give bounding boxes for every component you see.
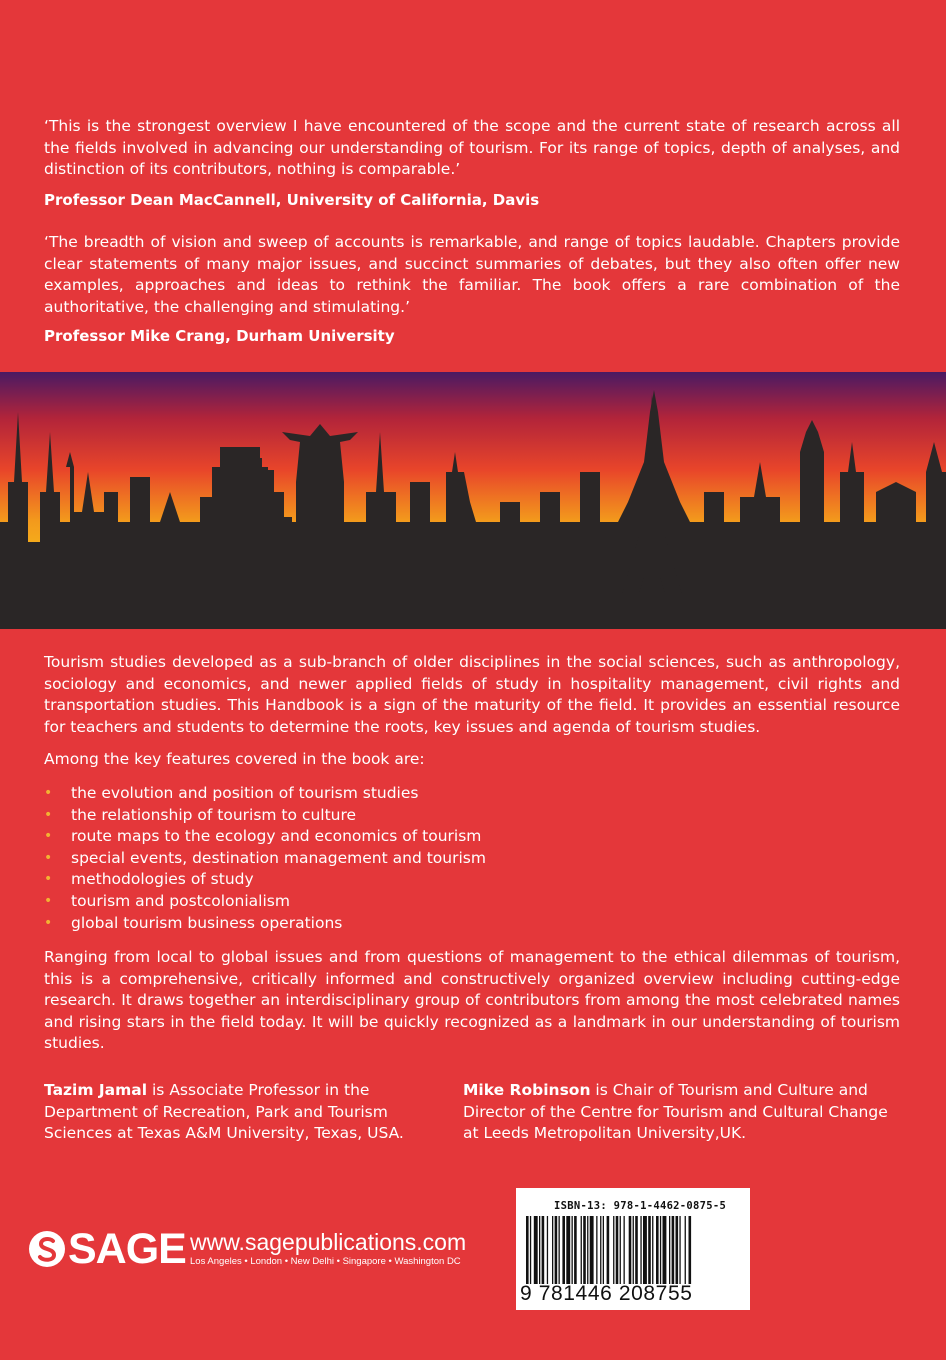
feature-item	[44, 848, 486, 870]
barcode-bar	[640, 1216, 641, 1284]
barcode-bar	[539, 1216, 540, 1284]
feature-text: the relationship of tourism to culture	[71, 805, 357, 824]
publisher-cities: Los Angeles • London • New Delhi • Singapore • Washington DC	[190, 1256, 461, 1267]
author-name: Mike Robinson	[463, 1081, 591, 1099]
barcode-bar	[633, 1216, 634, 1284]
barcode-bar	[624, 1216, 625, 1284]
feature-item	[44, 913, 486, 935]
quote-2-text: ‘The breadth of vision and sweep of accounts is remarkable, and range of topics laudable. Chapters provide clear statements of many major issues, and succinct summaries of debates, but they also often offer new examples, approaches and ideas to rethink the familiar. The book offers a rare combination of the authoritative, the challenging and stimulating.’	[44, 233, 900, 316]
barcode-bar	[590, 1216, 594, 1284]
barcode-bar	[685, 1216, 686, 1284]
barcode-bar	[660, 1216, 661, 1284]
feature-item	[44, 805, 486, 827]
feature-item	[44, 891, 486, 913]
isbn-barcode	[516, 1188, 750, 1310]
publisher-logo	[28, 1226, 498, 1276]
barcode-bar	[635, 1216, 638, 1284]
feature-text: special events, destination management and tourism	[71, 848, 486, 867]
barcode-bar	[652, 1216, 653, 1284]
barcode-bar	[679, 1216, 680, 1284]
skyline-base	[0, 594, 946, 629]
barcode-bar	[616, 1216, 619, 1284]
barcode-bar	[562, 1216, 565, 1284]
barcode-bar	[574, 1216, 577, 1284]
author-name: Tazim Jamal	[44, 1081, 148, 1099]
barcode-bar	[603, 1216, 604, 1284]
barcode-bar	[547, 1216, 548, 1284]
isbn-label: ISBN-13: 978-1-4462-0875-5	[554, 1200, 727, 1212]
quote-2-attribution: Professor Mike Crang, Durham University	[44, 327, 395, 345]
barcode-bar	[648, 1216, 651, 1284]
barcode-digits: 9 781446 208755	[520, 1282, 693, 1305]
feature-item	[44, 783, 486, 805]
barcode-bar	[663, 1216, 667, 1284]
barcode-bar	[613, 1216, 614, 1284]
author-bio-text: is Associate Professor in the Department of Recreation, Park and Tourism Sciences at Texas A&M University, Texas, USA.	[44, 1081, 404, 1142]
feature-text: route maps to the ecology and economics of tourism	[71, 827, 482, 846]
bullet-icon: •	[44, 806, 53, 823]
barcode-bar	[669, 1216, 670, 1284]
barcode-bar	[620, 1216, 621, 1284]
barcode-bar	[581, 1216, 582, 1284]
features-intro: Among the key features covered in the book are:	[44, 750, 425, 768]
barcode-bar	[629, 1216, 632, 1284]
barcode-bar	[552, 1216, 553, 1284]
author-bio-text: is Chair of Tourism and Culture and Director of the Centre for Tourism and Cultural Change at Leeds Metropolitan University,UK.	[463, 1081, 888, 1142]
feature-text: tourism and postcolonialism	[71, 891, 290, 910]
barcode-bar	[534, 1216, 538, 1284]
feature-text: the evolution and position of tourism studies	[71, 784, 419, 802]
feature-item	[44, 869, 486, 891]
bullet-icon: •	[44, 914, 53, 931]
barcode-bars	[526, 1216, 740, 1284]
description-paragraph-1: Tourism studies developed as a sub-branch of older disciplines in the social sciences, such as anthropology, sociology and economics, and newer applied fields of study in hospitality management, civil rights and transportation studies. This Handbook is a sign of the maturity of the field. It provides an essential resource for teachers and students to determine the roots, key issues and agenda of tourism studies.	[44, 653, 900, 736]
barcode-bar	[542, 1216, 545, 1284]
description-paragraph-2: Ranging from local to global issues and from questions of management to the ethical dilemmas of tourism, this is a comprehensive, critically informed and constructively organized overview including cutting-edge research. It draws together an interdisciplinary group of contributors from among the most celebrated names and rising stars in the field today. It will be quickly recognized as a landmark in our understanding of tourism studies.	[44, 948, 900, 1052]
barcode-bar	[643, 1216, 647, 1284]
barcode-bar	[572, 1216, 573, 1284]
barcode-bar	[559, 1216, 560, 1284]
barcode-bar	[530, 1216, 531, 1284]
barcode-bar	[566, 1216, 570, 1284]
barcode-bar	[526, 1216, 529, 1284]
barcode-bar	[600, 1216, 601, 1284]
quote-1-text: ‘This is the strongest overview I have encountered of the scope and the current state of research across all the fields involved in advancing our understanding of tourism. For its range of topics, depth of analyses, and distinction of its contributors, nothing is comparable.’	[44, 117, 900, 178]
publisher-name: SAGE	[68, 1225, 186, 1273]
bullet-icon: •	[44, 849, 53, 866]
barcode-bar	[583, 1216, 586, 1284]
sage-s-icon	[28, 1230, 66, 1268]
feature-item	[44, 826, 486, 848]
skyline-banner	[0, 372, 946, 629]
bullet-icon: •	[44, 892, 53, 909]
barcode-bar	[596, 1216, 597, 1284]
quote-1-attribution: Professor Dean MacCannell, University of California, Davis	[44, 191, 540, 209]
feature-text: global tourism business operations	[71, 913, 343, 932]
features-list	[44, 783, 486, 934]
bullet-icon: •	[44, 871, 53, 888]
barcode-bar	[607, 1216, 610, 1284]
barcode-bar	[672, 1216, 675, 1284]
bullet-icon: •	[44, 785, 53, 801]
bullet-icon: •	[44, 828, 53, 845]
barcode-bar	[587, 1216, 588, 1284]
author-bio-robinson	[463, 1080, 903, 1145]
publisher-url[interactable]: www.sagepublications.com	[190, 1229, 467, 1255]
barcode-bar	[656, 1216, 659, 1284]
barcode-bar	[676, 1216, 679, 1284]
author-bio-jamal	[44, 1080, 436, 1145]
barcode-bar	[689, 1216, 692, 1284]
feature-text: methodologies of study	[71, 870, 254, 889]
barcode-bar	[555, 1216, 558, 1284]
